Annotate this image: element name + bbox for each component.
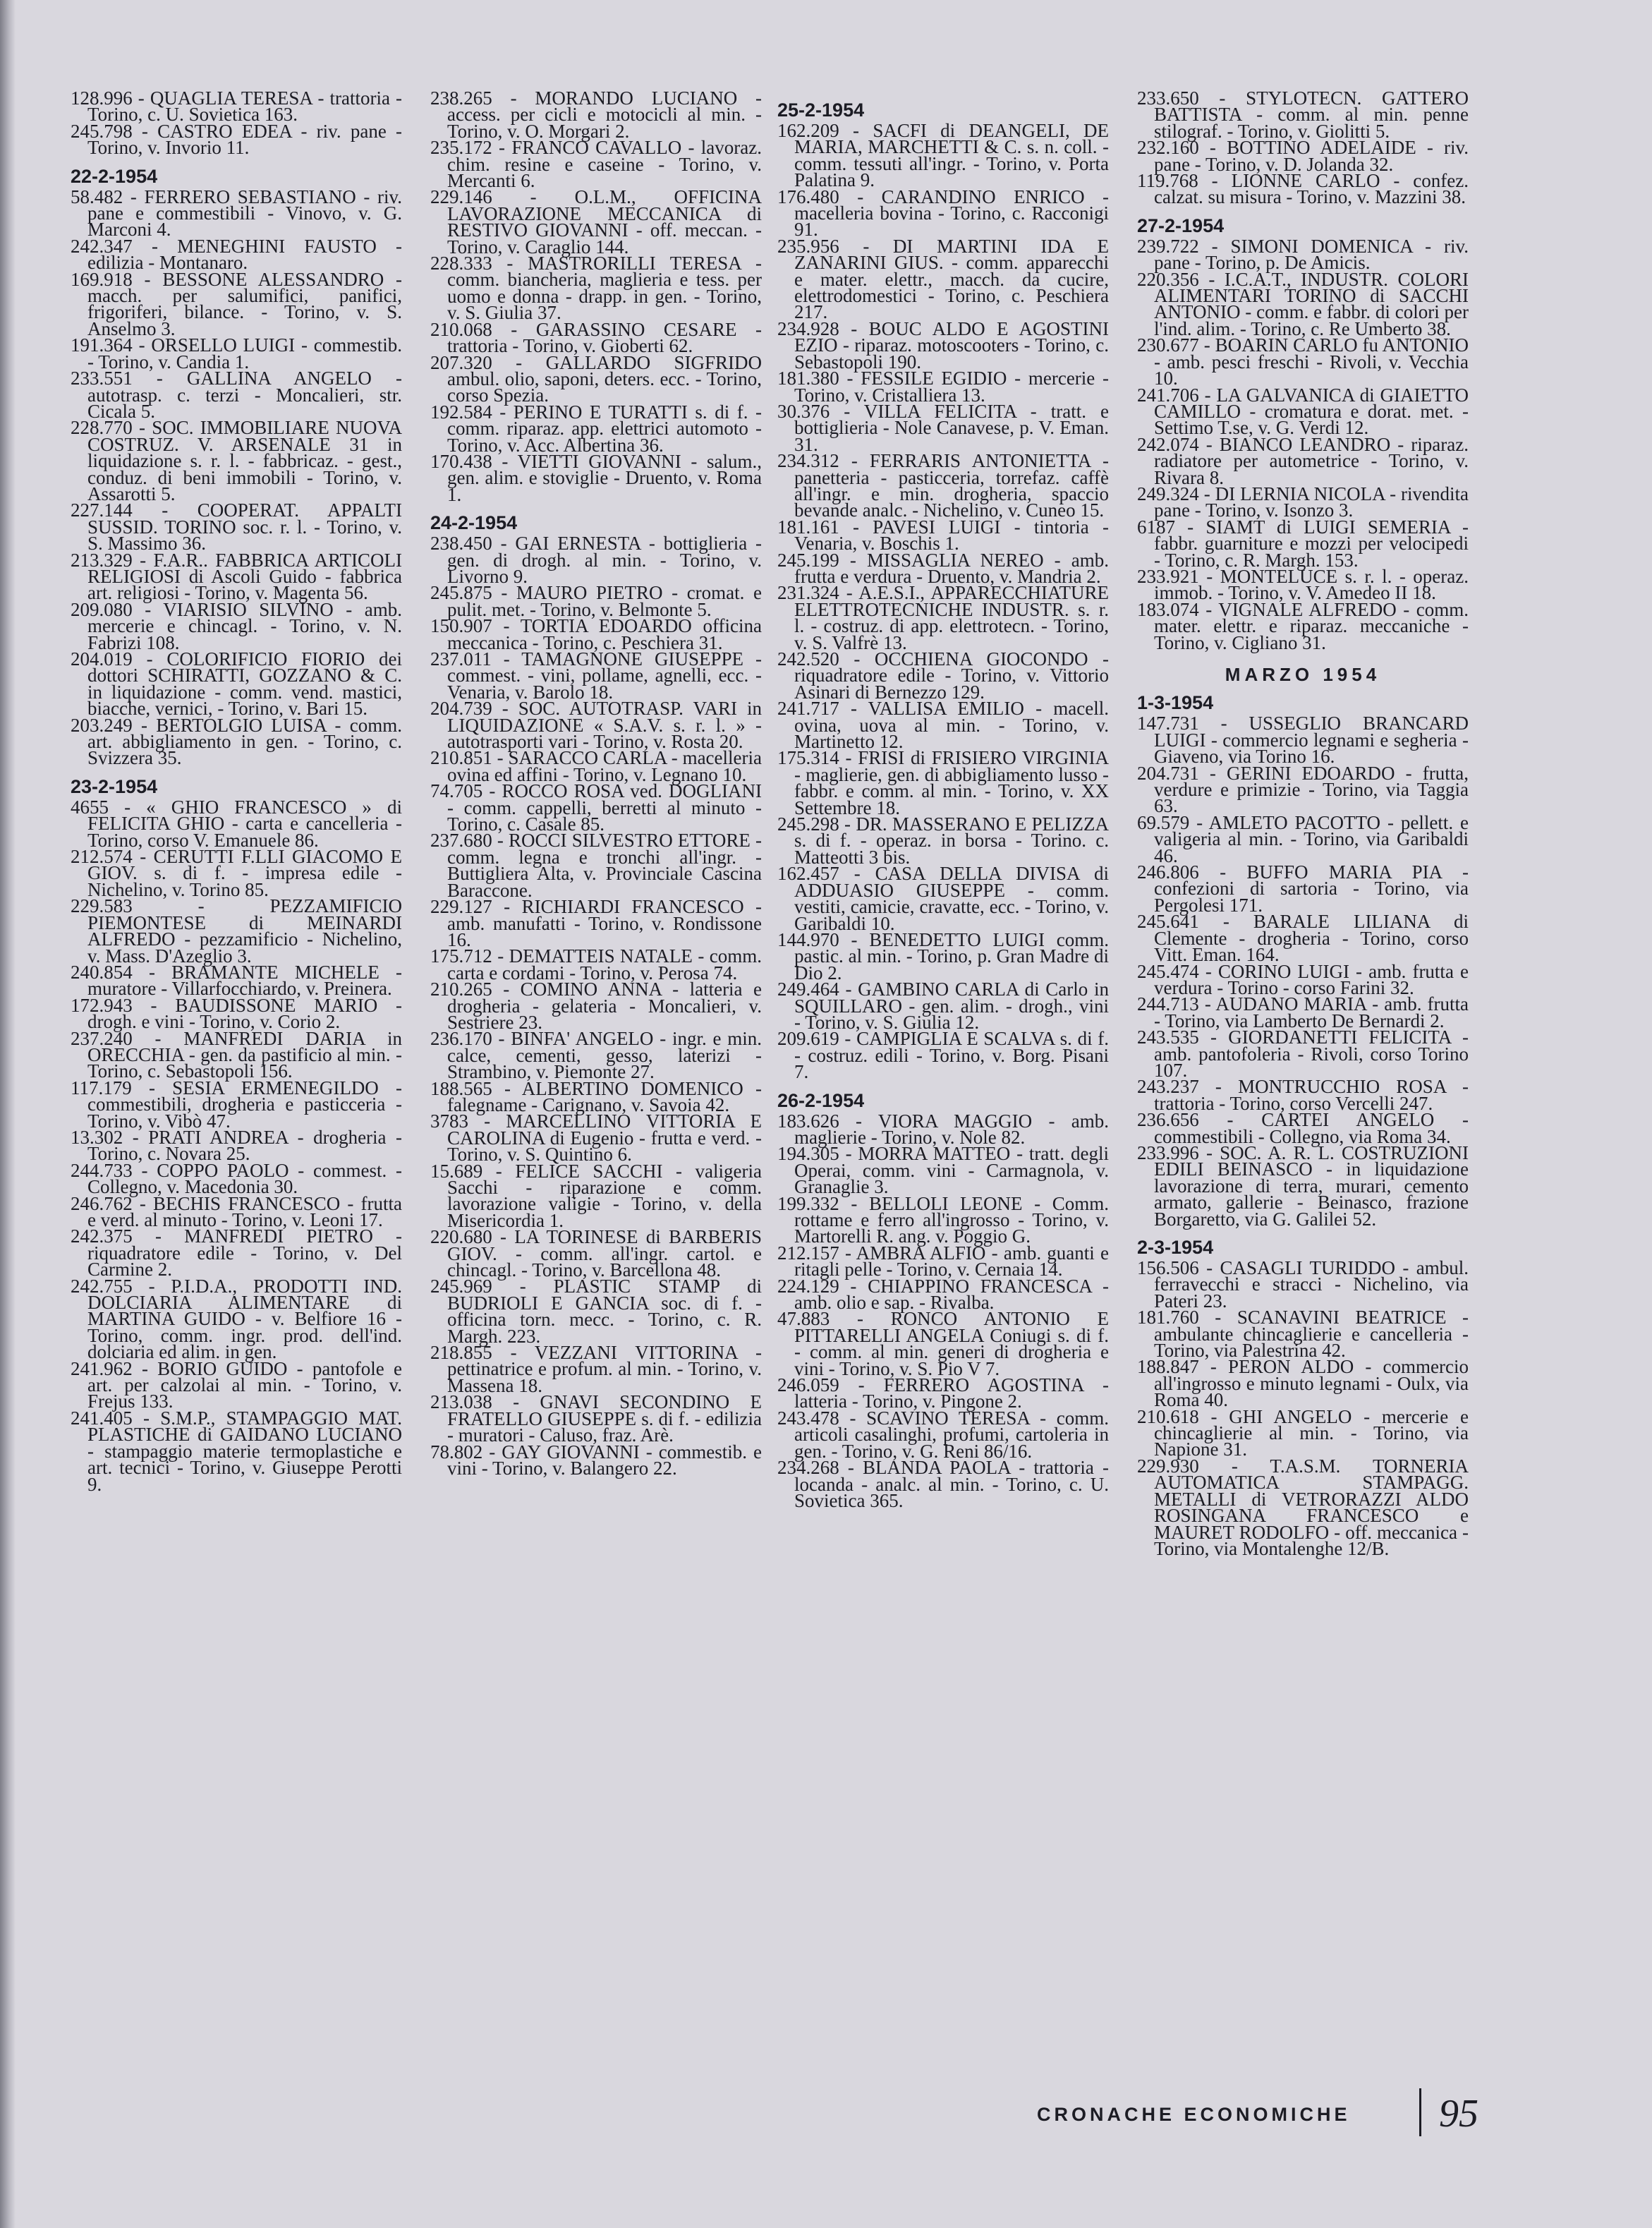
registry-entry: 156.506 - CASAGLI TURIDDO - ambul. ferravecchi e stracci - Nichelino, via Pateri 23. [1137,1257,1469,1312]
registry-entry: 119.768 - LIONNE CARLO - confez. calzat. su misura - Torino, v. Mazzini 38. [1137,170,1469,208]
registry-entry: 245.641 - BARALE LILIANA di Clemente - drogheria - Torino, corso Vitt. Eman. 164. [1137,911,1469,966]
registry-entry: 181.380 - FESSILE EGIDIO - mercerie - Torino, v. Cristalliera 13. [777,368,1109,406]
registry-entry: 243.478 - SCAVINO TERESA - comm. articoli casalinghi, profumi, cartoleria in gen. - Torino, v. G. Reni 86/16. [777,1407,1109,1462]
registry-entry: 240.854 - BRAMANTE MICHELE - muratore - Villarfocchiardo, v. Preinera. [71,961,402,1000]
registry-entry: 241.962 - BORIO GUIDO - pantofole e art. per calzolai al min. - Torino, v. Frejus 133. [71,1357,402,1412]
registry-entry: 220.356 - I.C.A.T., INDUSTR. COLORI ALIMENTARI TORINO di SACCHI ANTONIO - comm. e fabbr. di colori per l'ind. alim. - Torino, c. Re Umberto 38. [1137,268,1469,339]
registry-entry: 242.347 - MENEGHINI FAUSTO - edilizia - Montanaro. [71,235,402,274]
registry-entry: 244.733 - COPPO PAOLO - commest. - Collegno, v. Macedonia 30. [71,1159,402,1198]
registry-entry: 234.312 - FERRARIS ANTONIETTA - panetteria - pasticceria, torrefaz. caffè all'ingr. e min. drogheria, spaccio bevande analc. - Nichelino, v. Cuneo 15. [777,450,1109,521]
registry-entry: 245.875 - MAURO PIETRO - cromat. e pulit. met. - Torino, v. Belmonte 5. [430,582,762,620]
registry-entry: 241.706 - LA GALVANICA di GIAIETTO CAMILLO - cromatura e dorat. met. - Settimo T.se, v. G. Verdi 12. [1137,384,1469,439]
text-column-3 [777,90,1109,1509]
registry-entry: 117.179 - SESIA ERMENEGILDO - commestibili, drogheria e pasticceria - Torino, v. Vibò 47. [71,1077,402,1132]
registry-entry: 147.731 - USSEGLIO BRANCARD LUIGI - commercio legnami e segheria - Giaveno, via Torino 16. [1137,713,1469,768]
registry-entry: 181.161 - PAVESI LUIGI - tintoria - Venaria, v. Boschis 1. [777,516,1109,555]
publication-title: CRONACHE ECONOMICHE [1037,2104,1351,2125]
date-heading: 25-2-1954 [777,99,865,121]
registry-entry: 204.739 - SOC. AUTOTRASP. VARI in LIQUIDAZIONE « S.A.V. s. r. l. » - autotrasporti vari - Torino, v. Rosta 20. [430,698,762,753]
registry-entry: 162.209 - SACFI di DEANGELI, DE MARIA, MARCHETTI & C. s. n. coll. - comm. tessuti all'ingr. - Torino, v. Porta Palatina 9. [777,120,1109,191]
registry-entry: 236.170 - BINFA' ANGELO - ingr. e min. calce, cementi, gesso, laterizi - Strambino, v. Piemonte 27. [430,1028,762,1083]
registry-entry: 144.970 - BENEDETTO LUIGI comm. pastic. al min. - Torino, p. Gran Madre di Dio 2. [777,928,1109,983]
registry-entry: 150.907 - TORTIA EDOARDO officina meccanica - Torino, c. Peschiera 31. [430,615,762,653]
registry-entry: 245.969 - PLASTIC STAMP di BUDRIOLI E GANCIA soc. di f. - officina torn. mecc. - Torino, c. R. Margh. 223. [430,1276,762,1347]
registry-entry: 242.755 - P.I.D.A., PRODOTTI IND. DOLCIARIA ALIMENTARE di MARTINA GUIDO - v. Belfiore 16 - Torino, comm. ingr. prod. dell'ind. dolciaria ed alim. in gen. [71,1275,402,1363]
registry-entry: 236.656 - CARTEI ANGELO - commestibili - Collegno, via Roma 34. [1137,1109,1469,1147]
registry-entry: 246.762 - BECHIS FRANCESCO - frutta e verd. al minuto - Torino, v. Leoni 17. [71,1192,402,1230]
registry-entry: 218.855 - VEZZANI VITTORINA - pettinatrice e profum. al min. - Torino, v. Massena 18. [430,1342,762,1396]
registry-entry: 242.074 - BIANCO LEANDRO - riparaz. radiatore per autometrice - Torino, v. Rivara 8. [1137,433,1469,488]
registry-entry: 241.405 - S.M.P., STAMPAGGIO MAT. PLASTICHE di GAIDANO LUCIANO - stampaggio materie termoplastiche e art. tecnici - Torino, v. Giuseppe Perotti 9. [71,1407,402,1495]
registry-entry: 3783 - MARCELLINO VITTORIA E CAROLINA di Eugenio - frutta e verd. - Torino, v. S. Quintino 6. [430,1110,762,1166]
registry-entry: 245.298 - DR. MASSERANO E PELIZZA s. di f. - operaz. in borsa - Torino. c. Matteotti 3 bis. [777,813,1109,868]
registry-entry: 175.712 - DEMATTEIS NATALE - comm. carta e cordami - Torino, v. Perosa 74. [430,945,762,983]
registry-entry: 243.237 - MONTRUCCHIO ROSA - trattoria - Torino, corso Vercelli 247. [1137,1076,1469,1114]
registry-entry: 170.438 - VIETTI GIOVANNI - salum., gen. alim. e stoviglie - Druento, v. Roma 1. [430,450,762,505]
registry-entry: 245.798 - CASTRO EDEA - riv. pane - Torino, v. Invorio 11. [71,120,402,159]
registry-entry: 4655 - « GHIO FRANCESCO » di FELICITA GHIO - carta e cancelleria - Torino, corso V. Emanuele 86. [71,796,402,851]
registry-entry: 69.579 - AMLETO PACOTTO - pellett. e valigeria al min. - Torino, via Garibaldi 46. [1137,811,1469,866]
registry-entry: 203.249 - BERTOLGIO LUISA - comm. art. abbigliamento in gen. - Torino, c. Svizzera 35. [71,714,402,769]
registry-entry: 204.019 - COLORIFICIO FIORIO dei dottori SCHIRATTI, GOZZANO & C. in liquidazione - comm. vend. mastici, biacche, vernici, - Torino, v. Bari 15. [71,648,402,720]
registry-entry: 213.329 - F.A.R.. FABBRICA ARTICOLI RELIGIOSI di Ascoli Guido - fabbrica art. religiosi - Torino, v. Magenta 56. [71,549,402,604]
registry-entry: 244.713 - AUDANO MARIA - amb. frutta - Torino, via Lamberto De Bernardi 2. [1137,993,1469,1031]
registry-entry: 176.480 - CARANDINO ENRICO - macelleria bovina - Torino, c. Racconigi 91. [777,186,1109,241]
registry-entry: 242.375 - MANFREDI PIETRO - riquadratore edile - Torino, v. Del Carmine 2. [71,1225,402,1281]
registry-entry: 199.332 - BELLOLI LEONE - Comm. rottame e ferro all'ingrosso - Torino, v. Martorelli R. ang. v. Poggio G. [777,1192,1109,1247]
registry-entry: 227.144 - COOPERAT. APPALTI SUSSID. TORINO soc. r. l. - Torino, v. S. Massimo 36. [71,500,402,555]
registry-entry: 231.324 - A.E.S.I., APPARECCHIATURE ELETTROTECNICHE INDUSTR. s. r. l. - costruz. di app. elettrotecn. - Torino, v. S. Valfrè 13. [777,582,1109,653]
registry-entry: 229.146 - O.L.M., OFFICINA LAVORAZIONE MECCANICA di RESTIVO GIOVANNI - off. meccan. - Torino, v. Caraglio 144. [430,186,762,258]
registry-entry: 228.333 - MASTRORILLI TERESA - comm. biancheria, maglieria e tess. per uomo e donna - drapp. in gen. - Torino, v. S. Giulia 37. [430,253,762,324]
registry-entry: 234.928 - BOUC ALDO E AGOSTINI EZIO - riparaz. motoscooters - Torino, c. Sebastopoli 190. [777,317,1109,373]
registry-entry: 204.731 - GERINI EDOARDO - frutta, verdure e primizie - Torino, via Taggia 63. [1137,762,1469,817]
date-heading: 26-2-1954 [777,1089,865,1111]
registry-entry: 58.482 - FERRERO SEBASTIANO - riv. pane e commestibili - Vinovo, v. G. Marconi 4. [71,186,402,241]
registry-entry: 249.464 - GAMBINO CARLA di Carlo in SQUILLARO - gen. alim. - drogh., vini - Torino, v. S. Giulia 12. [777,979,1109,1033]
registry-entry: 78.802 - GAY GIOVANNI - commestib. e vini - Torino, v. Balangero 22. [430,1441,762,1479]
registry-entry: 237.680 - ROCCI SILVESTRO ETTORE - comm. legna e tronchi all'ingr. - Buttigliera Alta, v. Provinciale Cascina Baraccone. [430,830,762,901]
registry-entry: 191.364 - ORSELLO LUIGI - commestib. - Torino, v. Candia 1. [71,334,402,373]
text-column-2 [430,87,762,1479]
registry-entry: 246.806 - BUFFO MARIA PIA - confezioni di sartoria - Torino, via Pergolesi 171. [1137,861,1469,916]
month-heading: MARZO 1954 [1225,664,1381,685]
registry-entry: 233.921 - MONTELUCE s. r. l. - operaz. immob. - Torino, v. V. Amedeo II 18. [1137,565,1469,604]
date-heading: 1-3-1954 [1137,692,1214,714]
registry-entry: 234.268 - BLANDA PAOLA - trattoria - locanda - analc. al min. - Torino, c. U. Sovietica 365. [777,1457,1109,1511]
registry-entry: 220.680 - LA TORINESE di BARBERIS GIOV. - comm. all'ingr. cartol. e chincagl. - Torino, v. Barcellona 48. [430,1226,762,1281]
date-heading: 27-2-1954 [1137,214,1225,236]
registry-entry: 246.059 - FERRERO AGOSTINA - latteria - Torino, v. Pingone 2. [777,1374,1109,1412]
registry-entry: 13.302 - PRATI ANDREA - drogheria - Torino, c. Novara 25. [71,1126,402,1165]
registry-entry: 233.996 - SOC. A. R. L. COSTRUZIONI EDILI BEINASCO - in liquidazione lavorazione di terra, murari, cemento armato, gallerie - Beinasco, frazione Borgaretto, via G. Galilei 52. [1137,1142,1469,1230]
registry-entry: 183.626 - VIORA MAGGIO - amb. maglierie - Torino, v. Nole 82. [777,1110,1109,1148]
registry-entry: 172.943 - BAUDISSONE MARIO - drogh. e vini - Torino, v. Corio 2. [71,994,402,1033]
registry-entry: 249.324 - DI LERNIA NICOLA - rivendita pane - Torino, v. Isonzo 3. [1137,483,1469,521]
registry-entry: 210.618 - GHI ANGELO - mercerie e chincaglierie al min. - Torino, via Napione 31. [1137,1405,1469,1460]
date-heading: 22-2-1954 [71,165,158,187]
registry-entry: 238.265 - MORANDO LUCIANO - access. per cicli e motocicli al min. - Torino, v. O. Morgari 2. [430,87,762,142]
registry-entry: 210.851 - SARACCO CARLA - macelleria ovina ed affini - Torino, v. Legnano 10. [430,747,762,785]
registry-entry: 229.930 - T.A.S.M. TORNERIA AUTOMATICA STAMPAGG. METALLI di VETRORAZZI ALDO ROSINGANA FRANCESCO e MAURET RODOLFO - off. meccanica - Torino, via Montalenghe 12/B. [1137,1455,1469,1559]
registry-entry: 15.689 - FELICE SACCHI - valigeria Sacchi - riparazione e comm. lavorazione valigie - Torino, v. della Misericordia 1. [430,1160,762,1231]
registry-entry: 212.157 - AMBRA ALFIO - amb. guanti e ritagli pelle - Torino, v. Cernaia 14. [777,1242,1109,1281]
date-heading: 2-3-1954 [1137,1237,1214,1258]
registry-entry: 209.619 - CAMPIGLIA E SCALVA s. di f. - costruz. edili - Torino, v. Borg. Pisani 7. [777,1028,1109,1083]
footer-divider [1419,2088,1421,2136]
registry-entry: 235.956 - DI MARTINI IDA E ZANARINI GIUS. - comm. apparecchi e mater. elettr., macch. da cucire, elettrodomestici - Torino, c. Peschiera 217. [777,235,1109,323]
registry-entry: 242.520 - OCCHIENA GIOCONDO - riquadratore edile - Torino, v. Vittorio Asinari di Bernezzo 129. [777,648,1109,703]
registry-entry: 30.376 - VILLA FELICITA - tratt. e bottiglieria - Nole Canavese, p. V. Eman. 31. [777,400,1109,455]
registry-entry: 188.565 - ALBERTINO DOMENICO - falegname - Carignano, v. Savoia 42. [430,1077,762,1115]
registry-entry: 207.320 - GALLARDO SIGFRIDO ambul. olio, saponi, deters. ecc. - Torino, corso Spezia. [430,351,762,406]
registry-entry: 239.722 - SIMONI DOMENICA - riv. pane - Torino, p. De Amicis. [1137,235,1469,274]
registry-entry: 169.918 - BESSONE ALESSANDRO - macch. per salumifici, panifici, frigoriferi, bilance. - Torino, v. S. Anselmo 3. [71,268,402,339]
registry-entry: 229.583 - PEZZAMIFICIO PIEMONTESE di MEINARDI ALFREDO - pezzamificio - Nichelino, v. Mass. D'Azeglio 3. [71,895,402,967]
registry-entry: 229.127 - RICHIARDI FRANCESCO - amb. manufatti - Torino, v. Rondissone 16. [430,896,762,950]
registry-entry: 194.305 - MORRA MATTEO - tratt. degli Operai, comm. vini - Carmagnola, v. Granaglie 3. [777,1143,1109,1198]
registry-entry: 235.172 - FRANCO CAVALLO - lavoraz. chim. resine e caseine - Torino, v. Mercanti 6. [430,137,762,192]
date-heading: 23-2-1954 [71,775,158,797]
registry-entry: 210.265 - COMINO ANNA - latteria e drogheria - gelateria - Moncalieri, v. Sestriere 23. [430,979,762,1033]
registry-entry: 6187 - SIAMT di LUIGI SEMERIA - fabbr. guarniture e mozzi per velocipedi - Torino, c. R. Margh. 153. [1137,516,1469,571]
registry-entry: 245.474 - CORINO LUIGI - amb. frutta e verdura - Torino - corso Farini 32. [1137,960,1469,998]
text-column-1 [71,87,402,1495]
registry-entry: 74.705 - ROCCO ROSA ved. DOGLIANI - comm. cappelli, berretti al minuto - Torino, c. Casale 85. [430,780,762,835]
registry-entry: 243.535 - GIORDANETTI FELICITA - amb. pantofoleria - Rivoli, corso Torino 107. [1137,1027,1469,1081]
registry-entry: 238.450 - GAI ERNESTA - bottiglieria - gen. di drogh. al min. - Torino, v. Livorno 9. [430,533,762,587]
registry-entry: 233.551 - GALLINA ANGELO - autotrasp. c. terzi - Moncalieri, str. Cicala 5. [71,368,402,422]
registry-entry: 212.574 - CERUTTI F.LLI GIACOMO E GIOV. s. di f. - impresa edile - Nichelino, v. Torino 85. [71,846,402,900]
registry-entry: 241.717 - VALLISA EMILIO - macell. ovina, uova al min. - Torino, v. Martinetto 12. [777,698,1109,753]
registry-entry: 192.584 - PERINO E TURATTI s. di f. - comm. riparaz. app. elettrici automoto - Torino, v. Acc. Albertina 36. [430,401,762,456]
registry-entry: 224.129 - CHIAPPINO FRANCESCA - amb. olio e sap. - Rivalba. [777,1275,1109,1314]
registry-entry: 237.011 - TAMAGNONE GIUSEPPE - commest. - vini, pollame, agnelli, ecc. - Venaria, v. Barolo 18. [430,648,762,703]
registry-entry: 162.457 - CASA DELLA DIVISA di ADDUASIO GIUSEPPE - comm. vestiti, camicie, cravatte, ecc. - Torino, v. Garibaldi 10. [777,863,1109,934]
registry-entry: 47.883 - RONCO ANTONIO E PITTARELLI ANGELA Coniugi s. di f. - comm. al min. generi di drogheria e vini - Torino, v. S. Pio V 7. [777,1308,1109,1379]
registry-entry: 232.160 - BOTTINO ADELAIDE - riv. pane - Torino, v. D. Jolanda 32. [1137,137,1469,175]
registry-entry: 228.770 - SOC. IMMOBILIARE NUOVA COSTRUZ. V. ARSENALE 31 in liquidazione s. r. l. - fabbricaz. - gest., conduz. di beni immobili - Torino, v. Assarotti 5. [71,417,402,504]
registry-entry: 183.074 - VIGNALE ALFREDO - comm. mater. elettr. e riparaz. meccaniche - Torino, v. Cigliano 31. [1137,598,1469,653]
registry-entry: 237.240 - MANFREDI DARIA in ORECCHIA - gen. da pastificio al min. - Torino, c. Sebastopoli 156. [71,1027,402,1082]
registry-entry: 181.760 - SCANAVINI BEATRICE - ambulante chincaglierie e cancelleria - Torino, via Palestrina 42. [1137,1307,1469,1362]
registry-entry: 213.038 - GNAVI SECONDINO E FRATELLO GIUSEPPE s. di f. - edilizia - muratori - Caluso, fraz. Arè. [430,1391,762,1446]
date-heading: 24-2-1954 [430,512,518,534]
registry-entry: 245.199 - MISSAGLIA NEREO - amb. frutta e verdura - Druento, v. Mandria 2. [777,549,1109,587]
registry-entry: 210.068 - GARASSINO CESARE - trattoria - Torino, v. Gioberti 62. [430,318,762,357]
page-number: 95 [1439,2092,1478,2136]
registry-entry: 233.650 - STYLOTECN. GATTERO BATTISTA - comm. al min. penne stilograf. - Torino, v. Giolitti 5. [1137,87,1469,142]
registry-entry: 209.080 - VIARISIO SILVINO - amb. mercerie e chincagl. - Torino, v. N. Fabrizi 108. [71,598,402,653]
registry-entry: 128.996 - QUAGLIA TERESA - trattoria - Torino, c. U. Sovietica 163. [71,87,402,126]
text-column-4 [1137,87,1469,1559]
registry-entry: 188.847 - PERON ALDO - commercio all'ingrosso e minuto legnami - Oulx, via Roma 40. [1137,1356,1469,1411]
binding-shadow [0,0,16,2228]
registry-entry: 175.314 - FRISI di FRISIERO VIRGINIA - maglierie, gen. di abbigliamento lusso - fabbr. e comm. al min. - Torino, v. XX Settembre 18. [777,747,1109,818]
registry-entry: 230.677 - BOARIN CARLO fu ANTONIO - amb. pesci freschi - Rivoli, v. Vecchia 10. [1137,334,1469,389]
